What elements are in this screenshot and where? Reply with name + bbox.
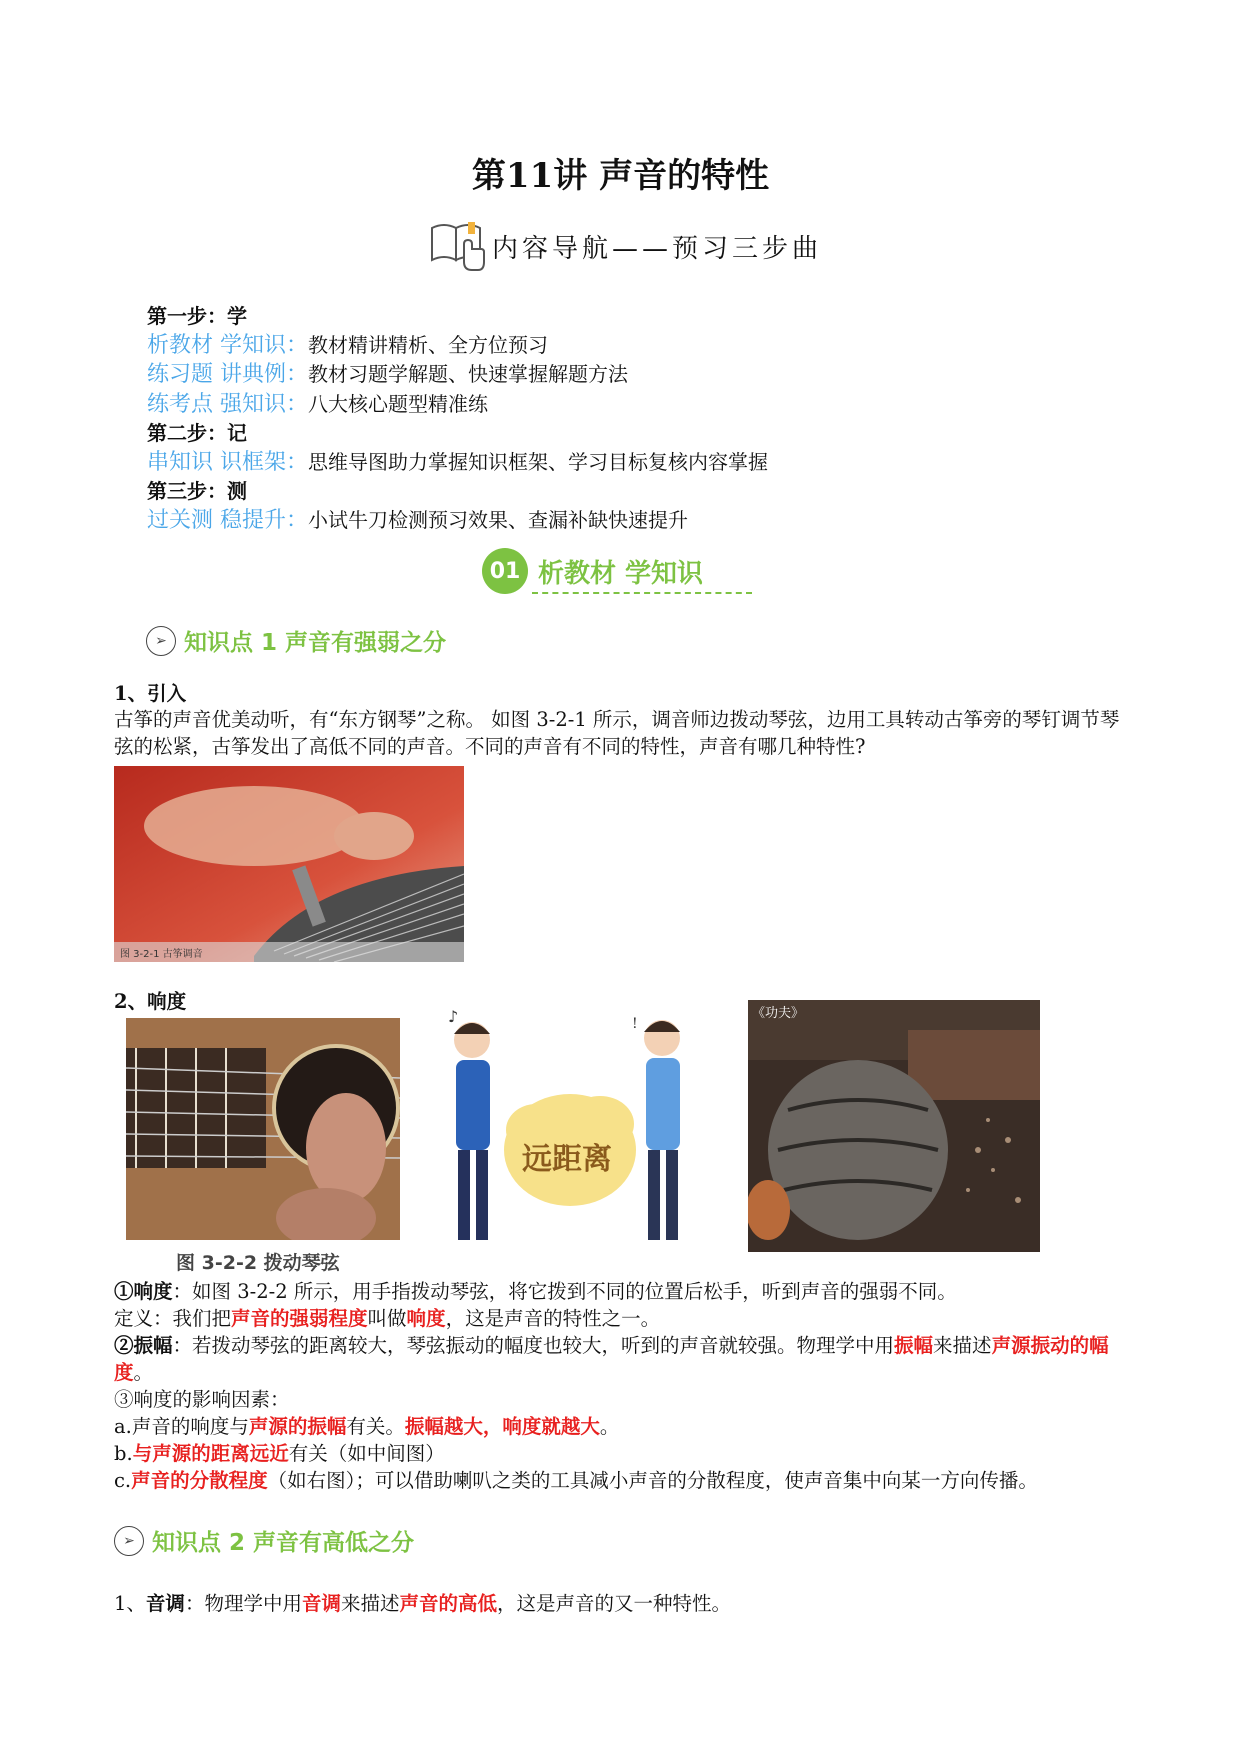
step-item-label: 析教材 学知识：	[147, 332, 308, 358]
nav-title: 内容导航——预习三步曲	[492, 233, 823, 264]
guzheng-tuning-figure	[114, 766, 464, 962]
section-underline	[532, 592, 752, 594]
pitch-b: 音调	[145, 1592, 185, 1615]
knowledge-point-title: 知识点 2 声音有高低之分	[152, 1530, 415, 1556]
step-heading: 第二步：记	[147, 421, 247, 445]
step-item-desc: 教材精讲精析、全方位预习	[308, 332, 548, 357]
loudness-p6	[114, 1440, 1124, 1467]
p5-red1: 声源的振幅	[248, 1415, 347, 1438]
section-label: 析教材 学知识	[538, 558, 704, 589]
step-item-label: 过关测 稳提升：	[147, 507, 308, 533]
p2-a: 定义：我们把	[114, 1307, 232, 1330]
book-pointer-icon	[428, 216, 488, 276]
p2-red2: 响度	[406, 1307, 446, 1330]
knowledge-point-2-heading	[114, 1524, 414, 1557]
figure-caption: 图 3-2-1 古筝调音	[120, 949, 203, 960]
section-number: 01	[482, 548, 528, 594]
loudness-p2	[114, 1305, 1124, 1332]
step-item-label: 串知识 识框架：	[147, 449, 308, 475]
section-badge	[482, 545, 703, 597]
pitch-a: 1、	[114, 1592, 146, 1615]
pitch-e: ，这是声音的又一种特性。	[497, 1592, 732, 1615]
pitch-c: ：物理学中用	[184, 1592, 302, 1615]
step-item	[147, 390, 768, 420]
p3-lead: ②振幅	[114, 1334, 173, 1357]
p3-a: ：若拨动琴弦的距离较大，琴弦振动的幅度也较大，听到的声音就较强。物理学中用	[172, 1334, 895, 1357]
loudness-p4: ③响度的影响因素：	[114, 1388, 290, 1411]
middle-figure-label: 远距离	[522, 1142, 612, 1177]
p6-b: 有关（如中间图）	[288, 1442, 445, 1465]
distance-illustration	[440, 1000, 700, 1252]
loudness-p5	[114, 1413, 1124, 1440]
step-item-label: 练习题 讲典例：	[147, 362, 308, 387]
p2-c: ，这是声音的特性之一。	[445, 1307, 661, 1330]
p1-lead: ①响度	[114, 1280, 173, 1303]
p6-red: 与声源的距离远近	[132, 1442, 289, 1465]
knowledge-point-title: 知识点 1 声音有强弱之分	[184, 630, 447, 656]
kungfu-bell-figure	[748, 1000, 1040, 1252]
svg-text:♪: ♪	[448, 1007, 459, 1026]
svg-text:!: !	[632, 1016, 638, 1032]
step-item	[147, 448, 768, 478]
arrow-circle-icon: ➢	[114, 1526, 144, 1556]
step-item	[147, 506, 768, 536]
loudness-p3	[114, 1332, 1124, 1386]
figure-caption: 图 3-2-2 拨动琴弦	[176, 1252, 340, 1274]
p3-red1: 振幅	[894, 1334, 934, 1357]
p1-text: ：如图 3-2-2 所示，用手指拨动琴弦，将它拨到不同的位置后松手，听到声音的强弱不同。	[172, 1280, 957, 1303]
step-item-desc: 八大核心题型精准练	[308, 391, 488, 416]
p6-a: b.	[114, 1442, 133, 1465]
right-figure-label: 《功夫》	[752, 1006, 805, 1021]
step-item-label: 练考点 强知识：	[147, 391, 308, 417]
p2-b: 叫做	[367, 1307, 407, 1330]
intro-paragraph: 古筝的声音优美动听，有“东方钢琴”之称。 如图 3-2-1 所示，调音师边拨动琴弦，边用工具转动古筝旁的琴钉调节琴弦的松紧，古筝发出了高低不同的声音。不同的声音有不同的特性，声音有哪几种特性?	[114, 708, 1120, 758]
p7-b: （如右图）；可以借助喇叭之类的工具减小声音的分散程度，使声音集中向某一方向传播。	[267, 1469, 1038, 1492]
intro-heading: 1、引入	[114, 682, 187, 705]
step-item-desc: 思维导图助力掌握知识框架、学习目标复核内容掌握	[308, 449, 768, 474]
loudness-p1	[114, 1278, 1124, 1305]
step-item	[147, 360, 768, 390]
step-item	[147, 331, 768, 361]
loudness-heading: 2、响度	[114, 990, 187, 1013]
pitch-red2: 声音的高低	[399, 1592, 497, 1615]
step-item-desc: 小试牛刀检测预习效果、查漏补缺快速提升	[308, 507, 688, 532]
pitch-red1: 音调	[301, 1592, 341, 1615]
p5-a: a.声音的响度与	[114, 1415, 249, 1438]
steps-list	[147, 302, 768, 535]
knowledge-point-1-heading	[146, 624, 446, 657]
loudness-p7	[114, 1467, 1124, 1494]
p2-red1: 声音的强弱程度	[231, 1307, 368, 1330]
arrow-circle-icon: ➢	[146, 626, 176, 656]
p5-b: 有关。	[346, 1415, 405, 1438]
pitch-d: 来描述	[340, 1592, 400, 1615]
pitch-paragraph	[114, 1590, 1124, 1617]
step-item-desc: 教材习题学解题、快速掌握解题方法	[308, 362, 628, 386]
step-heading: 第三步：测	[147, 479, 247, 503]
p5-red2: 振幅越大，响度就越大	[404, 1415, 600, 1438]
step-heading: 第一步：学	[147, 304, 247, 328]
p7-a: c.	[114, 1469, 132, 1492]
page-title: 第11讲 声音的特性	[471, 156, 770, 196]
p5-c: 。	[599, 1415, 620, 1438]
content-nav-header	[428, 218, 822, 274]
p3-red2: 声源振动的幅度	[114, 1334, 1109, 1384]
p3-c: 。	[133, 1361, 154, 1384]
p7-red: 声音的分散程度	[131, 1469, 268, 1492]
guitar-plucking-figure	[126, 1018, 400, 1240]
p3-b: 来描述	[933, 1334, 992, 1357]
